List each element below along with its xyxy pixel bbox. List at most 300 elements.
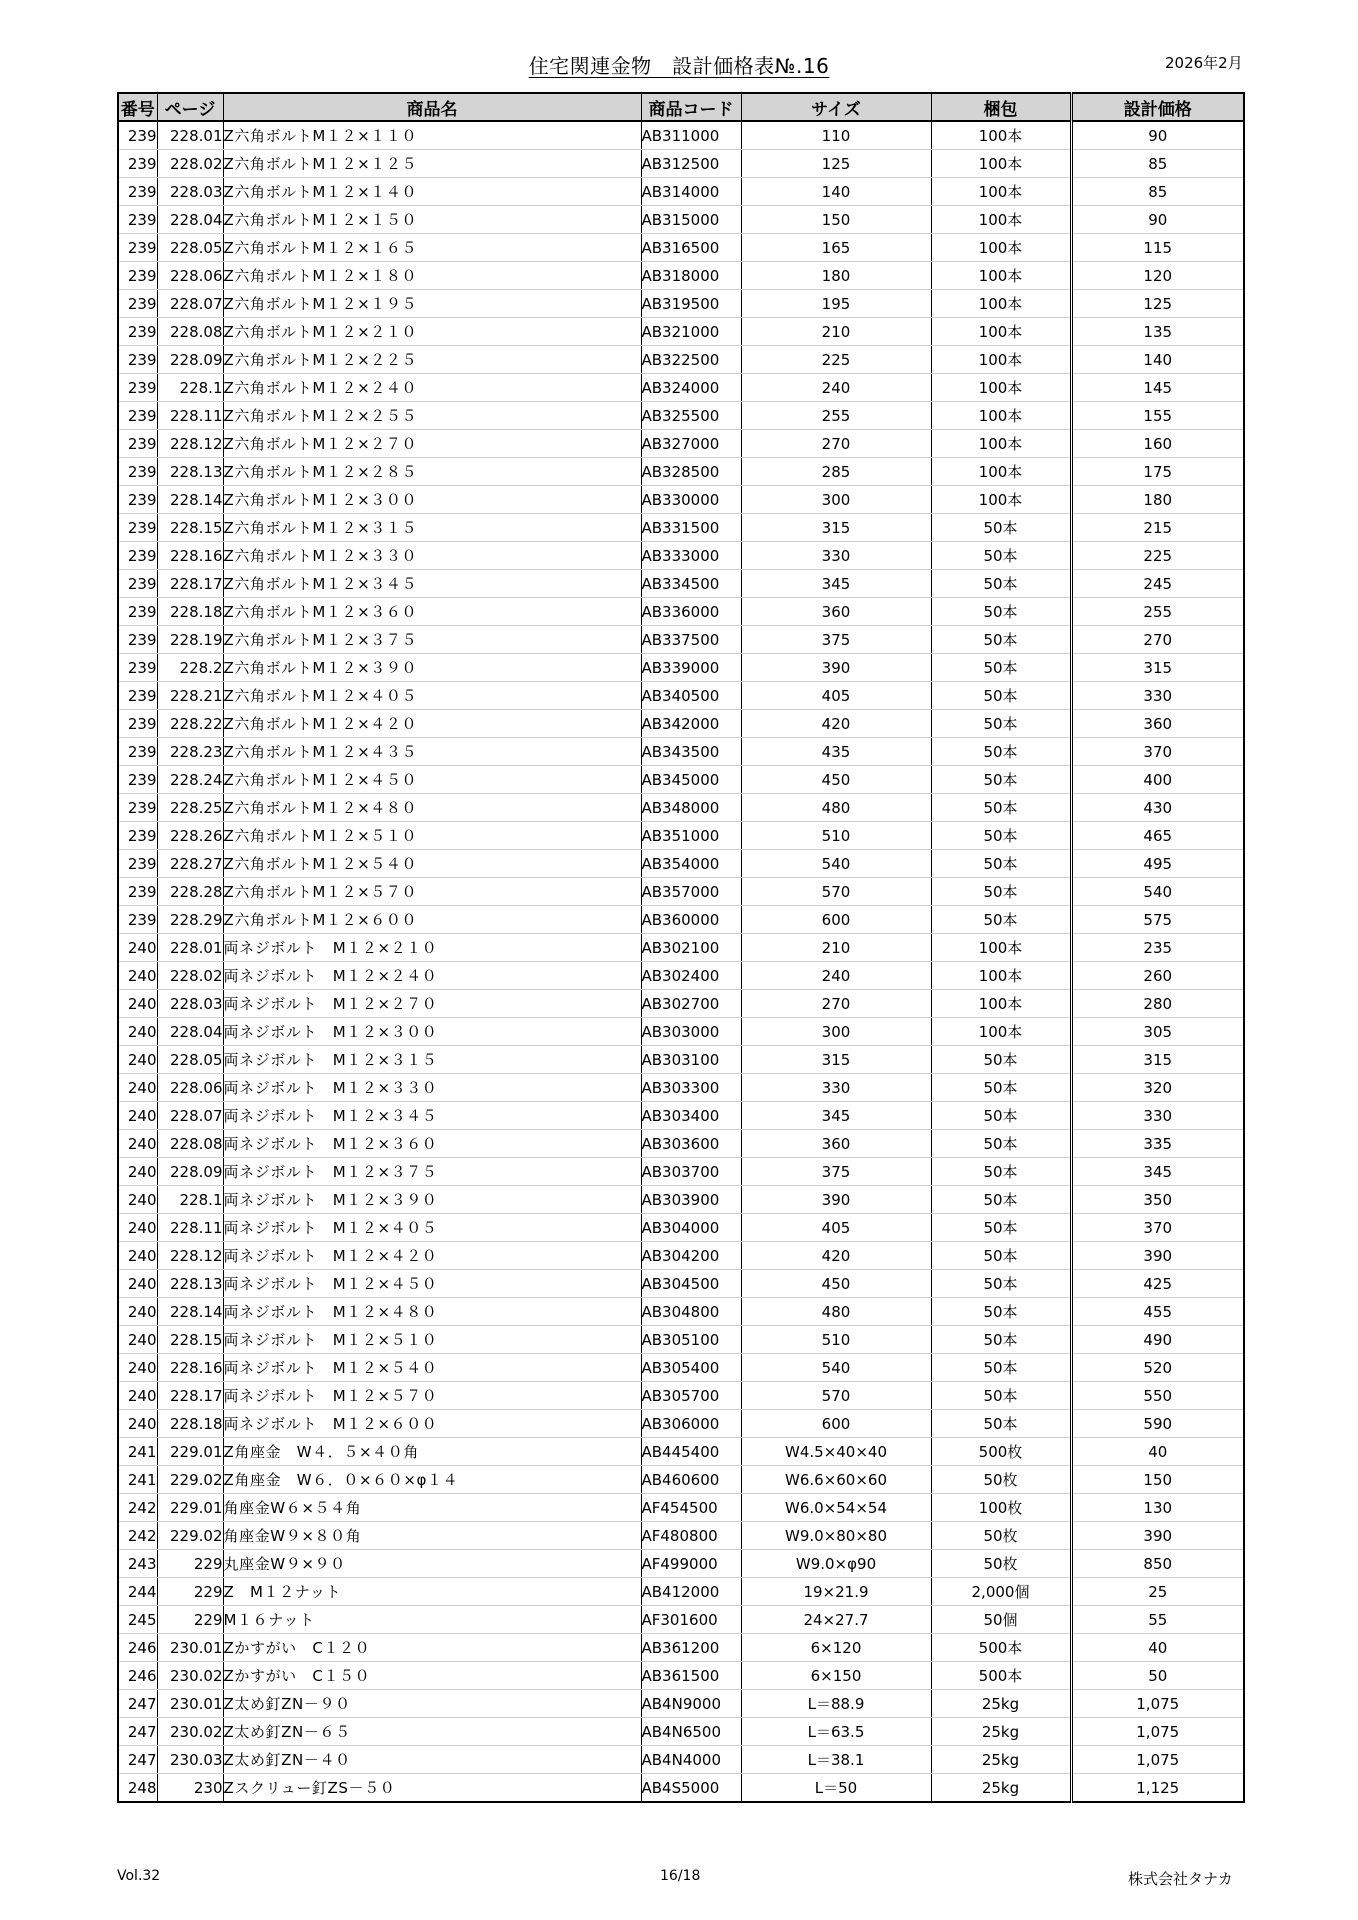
cell-product-code: AB321000	[641, 318, 741, 346]
cell-size: 255	[741, 402, 931, 430]
table-row	[118, 598, 1244, 626]
table-row	[118, 1354, 1244, 1382]
cell-design-price: 145	[1071, 374, 1244, 402]
cell-size: W6.6×60×60	[741, 1466, 931, 1494]
cell-size: W6.0×54×54	[741, 1494, 931, 1522]
cell-design-price: 590	[1071, 1410, 1244, 1438]
cell-number: 239	[118, 234, 157, 262]
table-row	[118, 178, 1244, 206]
cell-page: 228.17	[157, 570, 223, 598]
cell-size: 140	[741, 178, 931, 206]
cell-size: 420	[741, 710, 931, 738]
cell-number: 247	[118, 1746, 157, 1774]
cell-product-name: 両ネジボルト M１２×３００	[223, 1018, 641, 1046]
cell-product-name: 両ネジボルト M１２×２１０	[223, 934, 641, 962]
cell-product-code: AB342000	[641, 710, 741, 738]
cell-design-price: 305	[1071, 1018, 1244, 1046]
cell-design-price: 270	[1071, 626, 1244, 654]
table-row	[118, 1550, 1244, 1578]
cell-number: 239	[118, 206, 157, 234]
cell-design-price: 55	[1071, 1606, 1244, 1634]
cell-design-price: 315	[1071, 1046, 1244, 1074]
cell-design-price: 400	[1071, 766, 1244, 794]
cell-product-name: Z六角ボルトM１２×３３０	[223, 542, 641, 570]
cell-product-code: AB4N6500	[641, 1718, 741, 1746]
table-row	[118, 1522, 1244, 1550]
table-row	[118, 626, 1244, 654]
cell-number: 239	[118, 682, 157, 710]
header-product-name: 商品名	[223, 93, 641, 121]
cell-packing: 25kg	[931, 1774, 1071, 1803]
cell-packing: 100本	[931, 150, 1071, 178]
cell-packing: 50本	[931, 1186, 1071, 1214]
cell-page: 230.02	[157, 1662, 223, 1690]
cell-packing: 50枚	[931, 1550, 1071, 1578]
cell-size: 315	[741, 514, 931, 542]
cell-packing: 50本	[931, 906, 1071, 934]
cell-product-name: 角座金W９×８０角	[223, 1522, 641, 1550]
cell-packing: 50本	[931, 1270, 1071, 1298]
cell-design-price: 225	[1071, 542, 1244, 570]
cell-number: 239	[118, 290, 157, 318]
table-row	[118, 514, 1244, 542]
price-table	[117, 92, 1245, 1803]
cell-number: 240	[118, 1018, 157, 1046]
cell-product-code: AB336000	[641, 598, 741, 626]
cell-packing: 50本	[931, 542, 1071, 570]
table-row	[118, 1326, 1244, 1354]
table-row	[118, 1410, 1244, 1438]
cell-number: 239	[118, 850, 157, 878]
cell-number: 240	[118, 1270, 157, 1298]
cell-page: 229	[157, 1578, 223, 1606]
cell-number: 240	[118, 1410, 157, 1438]
cell-product-name: Z角座金 W４．５×４０角	[223, 1438, 641, 1466]
cell-product-code: AB324000	[641, 374, 741, 402]
cell-page: 229.02	[157, 1466, 223, 1494]
cell-design-price: 40	[1071, 1438, 1244, 1466]
cell-page: 230.02	[157, 1718, 223, 1746]
table-row	[118, 1746, 1244, 1774]
cell-page: 228.18	[157, 598, 223, 626]
cell-size: 450	[741, 766, 931, 794]
cell-product-code: AB305700	[641, 1382, 741, 1410]
cell-product-code: AB316500	[641, 234, 741, 262]
footer-page-number: 16/18	[660, 1868, 701, 1884]
cell-product-code: AB4S5000	[641, 1774, 741, 1803]
cell-packing: 2,000個	[931, 1578, 1071, 1606]
table-row	[118, 262, 1244, 290]
cell-number: 241	[118, 1466, 157, 1494]
cell-size: 540	[741, 850, 931, 878]
cell-number: 239	[118, 710, 157, 738]
cell-number: 239	[118, 150, 157, 178]
header-number: 番号	[118, 93, 157, 121]
cell-product-name: Z太め釘ZN－６５	[223, 1718, 641, 1746]
cell-page: 230.03	[157, 1746, 223, 1774]
cell-size: 330	[741, 542, 931, 570]
cell-product-name: Z六角ボルトM１２×４２０	[223, 710, 641, 738]
cell-design-price: 575	[1071, 906, 1244, 934]
cell-size: 600	[741, 1410, 931, 1438]
cell-number: 239	[118, 458, 157, 486]
cell-page: 228.12	[157, 430, 223, 458]
cell-page: 228.28	[157, 878, 223, 906]
cell-size: 6×150	[741, 1662, 931, 1690]
cell-product-code: AB311000	[641, 121, 741, 150]
cell-page: 228.01	[157, 121, 223, 150]
cell-page: 228.12	[157, 1242, 223, 1270]
cell-number: 239	[118, 542, 157, 570]
cell-packing: 100本	[931, 990, 1071, 1018]
cell-number: 239	[118, 822, 157, 850]
cell-page: 228.09	[157, 346, 223, 374]
cell-product-name: Z六角ボルトM１２×６００	[223, 906, 641, 934]
cell-number: 239	[118, 794, 157, 822]
cell-packing: 500本	[931, 1634, 1071, 1662]
cell-design-price: 120	[1071, 262, 1244, 290]
cell-number: 242	[118, 1494, 157, 1522]
cell-page: 228.02	[157, 150, 223, 178]
cell-number: 239	[118, 402, 157, 430]
cell-product-name: 両ネジボルト M１２×４５０	[223, 1270, 641, 1298]
cell-size: 345	[741, 1102, 931, 1130]
cell-product-code: AB4N9000	[641, 1690, 741, 1718]
cell-product-name: 両ネジボルト M１２×４０５	[223, 1214, 641, 1242]
cell-product-code: AF454500	[641, 1494, 741, 1522]
cell-number: 248	[118, 1774, 157, 1803]
cell-design-price: 1,075	[1071, 1718, 1244, 1746]
cell-number: 241	[118, 1438, 157, 1466]
cell-product-code: AF301600	[641, 1606, 741, 1634]
cell-product-name: Z六角ボルトM１２×２７０	[223, 430, 641, 458]
cell-product-code: AB328500	[641, 458, 741, 486]
cell-design-price: 1,125	[1071, 1774, 1244, 1803]
page-title: 住宅関連金物 設計価格表№.16	[528, 54, 830, 78]
cell-design-price: 155	[1071, 402, 1244, 430]
table-row	[118, 1382, 1244, 1410]
cell-size: 19×21.9	[741, 1578, 931, 1606]
cell-packing: 100枚	[931, 1494, 1071, 1522]
cell-page: 228.22	[157, 710, 223, 738]
cell-product-name: Z六角ボルトM１２×１１０	[223, 121, 641, 150]
cell-packing: 50本	[931, 626, 1071, 654]
cell-page: 228.16	[157, 542, 223, 570]
cell-product-code: AB303400	[641, 1102, 741, 1130]
cell-page: 229.01	[157, 1494, 223, 1522]
cell-design-price: 50	[1071, 1662, 1244, 1690]
table-row	[118, 1438, 1244, 1466]
cell-product-code: AB360000	[641, 906, 741, 934]
cell-size: 405	[741, 1214, 931, 1242]
cell-size: 450	[741, 1270, 931, 1298]
cell-product-code: AB312500	[641, 150, 741, 178]
footer-volume: Vol.32	[117, 1868, 161, 1884]
cell-page: 228.14	[157, 486, 223, 514]
table-row	[118, 1662, 1244, 1690]
header-design-price: 設計価格	[1071, 93, 1244, 121]
table-row	[118, 794, 1244, 822]
cell-page: 229.01	[157, 1438, 223, 1466]
cell-size: 570	[741, 1382, 931, 1410]
cell-design-price: 390	[1071, 1242, 1244, 1270]
table-row	[118, 1270, 1244, 1298]
cell-design-price: 150	[1071, 1466, 1244, 1494]
cell-packing: 50本	[931, 1382, 1071, 1410]
cell-product-code: AB304000	[641, 1214, 741, 1242]
table-row	[118, 654, 1244, 682]
cell-page: 228.26	[157, 822, 223, 850]
cell-page: 229.02	[157, 1522, 223, 1550]
cell-design-price: 180	[1071, 486, 1244, 514]
cell-product-code: AB305100	[641, 1326, 741, 1354]
cell-product-name: M１６ナット	[223, 1606, 641, 1634]
footer-company: 株式会社タナカ	[1128, 1870, 1233, 1888]
cell-product-code: AB361500	[641, 1662, 741, 1690]
cell-product-code: AB318000	[641, 262, 741, 290]
cell-size: L＝50	[741, 1774, 931, 1803]
cell-product-name: Z角座金 W６．０×６０×φ１４	[223, 1466, 641, 1494]
table-row	[118, 206, 1244, 234]
table-row	[118, 570, 1244, 598]
cell-design-price: 1,075	[1071, 1690, 1244, 1718]
table-row	[118, 1102, 1244, 1130]
cell-product-code: AB302700	[641, 990, 741, 1018]
cell-size: W9.0×80×80	[741, 1522, 931, 1550]
cell-product-code: AB343500	[641, 738, 741, 766]
cell-size: L＝63.5	[741, 1718, 931, 1746]
table-row	[118, 682, 1244, 710]
cell-product-code: AB304800	[641, 1298, 741, 1326]
cell-product-code: AB303300	[641, 1074, 741, 1102]
cell-product-code: AB354000	[641, 850, 741, 878]
cell-design-price: 135	[1071, 318, 1244, 346]
cell-packing: 50本	[931, 598, 1071, 626]
cell-design-price: 25	[1071, 1578, 1244, 1606]
cell-product-name: 両ネジボルト M１２×３４５	[223, 1102, 641, 1130]
cell-product-code: AB339000	[641, 654, 741, 682]
table-row	[118, 878, 1244, 906]
cell-product-name: Zかすがい C１５０	[223, 1662, 641, 1690]
cell-product-code: AB306000	[641, 1410, 741, 1438]
table-row	[118, 1494, 1244, 1522]
cell-product-name: Z六角ボルトM１２×２８５	[223, 458, 641, 486]
table-row	[118, 121, 1244, 150]
cell-number: 239	[118, 738, 157, 766]
cell-page: 228.09	[157, 1158, 223, 1186]
table-row	[118, 1634, 1244, 1662]
cell-packing: 100本	[931, 121, 1071, 150]
cell-product-name: Z太め釘ZN－４０	[223, 1746, 641, 1774]
cell-number: 239	[118, 121, 157, 150]
cell-size: 375	[741, 626, 931, 654]
cell-size: 270	[741, 990, 931, 1018]
header-page: ページ	[157, 93, 223, 121]
cell-packing: 500枚	[931, 1438, 1071, 1466]
cell-packing: 100本	[931, 178, 1071, 206]
cell-packing: 100本	[931, 318, 1071, 346]
cell-size: 240	[741, 962, 931, 990]
cell-page: 228.16	[157, 1354, 223, 1382]
cell-number: 239	[118, 178, 157, 206]
cell-number: 240	[118, 1382, 157, 1410]
cell-number: 239	[118, 906, 157, 934]
table-row	[118, 934, 1244, 962]
cell-page: 228.27	[157, 850, 223, 878]
cell-number: 240	[118, 1158, 157, 1186]
cell-product-code: AB334500	[641, 570, 741, 598]
cell-page: 228.13	[157, 458, 223, 486]
cell-design-price: 490	[1071, 1326, 1244, 1354]
cell-packing: 100本	[931, 486, 1071, 514]
table-row	[118, 1018, 1244, 1046]
cell-packing: 50本	[931, 822, 1071, 850]
cell-page: 228.17	[157, 1382, 223, 1410]
cell-product-name: 両ネジボルト M１２×５１０	[223, 1326, 641, 1354]
table-row	[118, 1606, 1244, 1634]
cell-size: 405	[741, 682, 931, 710]
cell-packing: 50本	[931, 738, 1071, 766]
cell-product-name: 両ネジボルト M１２×５４０	[223, 1354, 641, 1382]
cell-number: 247	[118, 1690, 157, 1718]
cell-product-code: AB303000	[641, 1018, 741, 1046]
table-row	[118, 1718, 1244, 1746]
cell-page: 229	[157, 1550, 223, 1578]
cell-product-code: AF499000	[641, 1550, 741, 1578]
cell-design-price: 335	[1071, 1130, 1244, 1158]
table-row	[118, 990, 1244, 1018]
cell-product-name: Z六角ボルトM１２×２１０	[223, 318, 641, 346]
cell-product-code: AB303900	[641, 1186, 741, 1214]
cell-design-price: 540	[1071, 878, 1244, 906]
table-row	[118, 1130, 1244, 1158]
cell-number: 239	[118, 878, 157, 906]
cell-design-price: 430	[1071, 794, 1244, 822]
cell-product-name: 両ネジボルト M１２×３３０	[223, 1074, 641, 1102]
cell-number: 242	[118, 1522, 157, 1550]
cell-size: 480	[741, 794, 931, 822]
cell-number: 239	[118, 626, 157, 654]
cell-size: 510	[741, 822, 931, 850]
cell-product-code: AB315000	[641, 206, 741, 234]
cell-product-name: 角座金W６×５４角	[223, 1494, 641, 1522]
cell-packing: 50本	[931, 766, 1071, 794]
cell-page: 228.1	[157, 374, 223, 402]
cell-page: 230.01	[157, 1690, 223, 1718]
cell-product-code: AB337500	[641, 626, 741, 654]
cell-page: 228.11	[157, 402, 223, 430]
cell-size: 195	[741, 290, 931, 318]
cell-size: W9.0×φ90	[741, 1550, 931, 1578]
cell-product-code: AB331500	[641, 514, 741, 542]
table-row	[118, 234, 1244, 262]
cell-product-name: Z六角ボルトM１２×５４０	[223, 850, 641, 878]
cell-product-code: AB303700	[641, 1158, 741, 1186]
cell-number: 240	[118, 1326, 157, 1354]
cell-packing: 50本	[931, 1214, 1071, 1242]
cell-product-code: AF480800	[641, 1522, 741, 1550]
cell-page: 229	[157, 1606, 223, 1634]
cell-packing: 50本	[931, 654, 1071, 682]
cell-page: 228.1	[157, 1186, 223, 1214]
cell-design-price: 260	[1071, 962, 1244, 990]
cell-design-price: 330	[1071, 682, 1244, 710]
table-row	[118, 1214, 1244, 1242]
header-size: サイズ	[741, 93, 931, 121]
cell-number: 240	[118, 1102, 157, 1130]
table-row	[118, 1074, 1244, 1102]
cell-design-price: 550	[1071, 1382, 1244, 1410]
cell-packing: 50本	[931, 1046, 1071, 1074]
cell-product-code: AB460600	[641, 1466, 741, 1494]
cell-product-name: Z六角ボルトM１２×１５０	[223, 206, 641, 234]
cell-design-price: 90	[1071, 206, 1244, 234]
cell-page: 230	[157, 1774, 223, 1803]
cell-product-name: Z六角ボルトM１２×４８０	[223, 794, 641, 822]
cell-packing: 100本	[931, 262, 1071, 290]
cell-packing: 50本	[931, 1074, 1071, 1102]
cell-page: 228.21	[157, 682, 223, 710]
cell-product-name: Zかすがい C１２０	[223, 1634, 641, 1662]
cell-packing: 50本	[931, 682, 1071, 710]
cell-size: 420	[741, 1242, 931, 1270]
cell-number: 240	[118, 962, 157, 990]
cell-size: 300	[741, 1018, 931, 1046]
cell-size: 540	[741, 1354, 931, 1382]
cell-page: 228.08	[157, 1130, 223, 1158]
header-product-code: 商品コード	[641, 93, 741, 121]
cell-design-price: 85	[1071, 150, 1244, 178]
cell-product-name: 丸座金W９×９０	[223, 1550, 641, 1578]
cell-design-price: 1,075	[1071, 1746, 1244, 1774]
cell-packing: 100本	[931, 934, 1071, 962]
table-row	[118, 1578, 1244, 1606]
cell-size: 125	[741, 150, 931, 178]
cell-product-name: Z六角ボルトM１２×３７５	[223, 626, 641, 654]
cell-product-code: AB305400	[641, 1354, 741, 1382]
cell-page: 228.23	[157, 738, 223, 766]
cell-size: 150	[741, 206, 931, 234]
cell-design-price: 175	[1071, 458, 1244, 486]
cell-packing: 100本	[931, 206, 1071, 234]
cell-size: 480	[741, 1298, 931, 1326]
table-row	[118, 906, 1244, 934]
cell-product-name: Z六角ボルトM１２×１９５	[223, 290, 641, 318]
cell-product-name: Z六角ボルトM１２×１２５	[223, 150, 641, 178]
cell-number: 245	[118, 1606, 157, 1634]
cell-packing: 50本	[931, 570, 1071, 598]
cell-design-price: 255	[1071, 598, 1244, 626]
cell-number: 240	[118, 1242, 157, 1270]
cell-number: 240	[118, 934, 157, 962]
cell-product-name: Z太め釘ZN－９０	[223, 1690, 641, 1718]
cell-packing: 50本	[931, 1242, 1071, 1270]
table-row	[118, 486, 1244, 514]
table-row	[118, 1158, 1244, 1186]
cell-number: 240	[118, 1298, 157, 1326]
cell-product-code: AB357000	[641, 878, 741, 906]
cell-product-code: AB302100	[641, 934, 741, 962]
cell-size: 270	[741, 430, 931, 458]
cell-product-code: AB348000	[641, 794, 741, 822]
cell-number: 239	[118, 318, 157, 346]
cell-number: 239	[118, 514, 157, 542]
table-row	[118, 430, 1244, 458]
cell-page: 228.15	[157, 1326, 223, 1354]
cell-product-name: Zスクリュー釘ZS－５０	[223, 1774, 641, 1803]
cell-packing: 50枚	[931, 1466, 1071, 1494]
cell-product-code: AB303600	[641, 1130, 741, 1158]
